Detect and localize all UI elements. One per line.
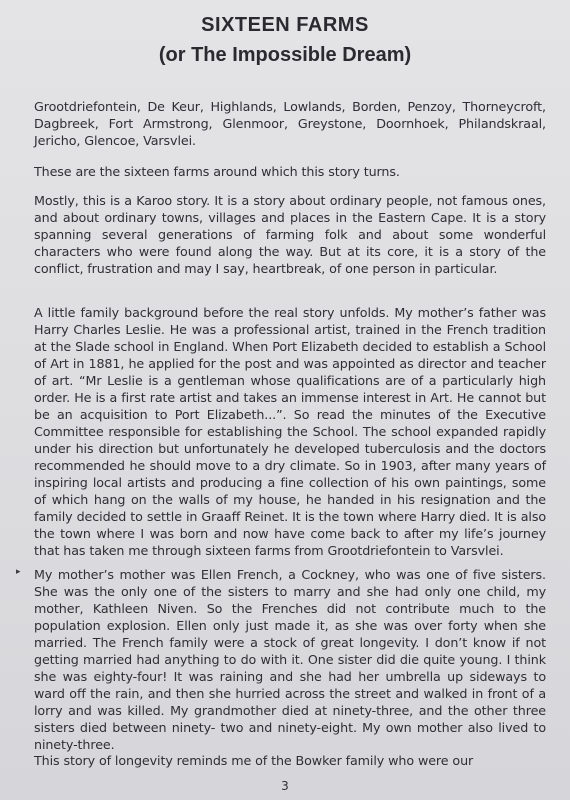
paragraph-karoo-story: Mostly, this is a Karoo story. It is a story about ordinary people, not famous ones, and about ordinary towns, villages and places in the Eastern Cape. It is a story spanning several generations of farming folk and about some wonderful characters who were found along the way. But at its core, it is a story of the conflict, frustration and may I say, heartbreak, of one person in particular. bbox=[34, 193, 546, 276]
page-number: 3 bbox=[281, 779, 289, 793]
margin-bullet-icon: ▸ bbox=[16, 567, 21, 577]
paragraph-ellen-french: My mother’s mother was Ellen French, a Cockney, who was one of five sisters. She was the only one of the sisters to marry and she had only one child, my mother, Kathleen Niven. So the Frenches did not contribute much to the population explosion. Ellen only just made it, as she was over forty when she married. The French family were a stock of great longevity. I don’t know if not getting married had anything to do with it. One sister did die quite young. I think she was eighty-four! It was raining and she had her umbrella up sideways to ward off the rain, and then she hurried across the street and walked in front of a lorry and was killed. My grandmother died at ninety-three, and the other three sisters died between ninety- two and ninety-eight. My own mother also lived to ninety-three. bbox=[34, 567, 546, 752]
page-title: SIXTEEN FARMS bbox=[201, 14, 369, 36]
paragraph-farm-list: Grootdriefontein, De Keur, Highlands, Lowlands, Borden, Penzoy, Thorneycroft, Dagbreek, Fort Armstrong, Glenmoor, Greystone, Doornhoek, Philandskraal, Jericho, Glencoe, Varsvlei. bbox=[34, 99, 546, 148]
paragraph-longevity: This story of longevity reminds me of the Bowker family who were our bbox=[34, 753, 474, 768]
page-subtitle: (or The Impossible Dream) bbox=[158, 44, 412, 66]
paragraph-family-background: A little family background before the real story unfolds. My mother’s father was Harry Charles Leslie. He was a professional artist, trained in the French tradition at the Slade school in England. When Port Elizabeth decided to establish a School of Art in 1881, he applied for the post and was appointed as director and teacher of art. “Mr Leslie is a gentleman whose qualifications are of a particularly high order. He is a first rate artist and takes an immense interest in Art. He cannot but be an acquisition to Port Elizabeth...”. So read the minutes of the Executive Committee responsible for establishing the School. The school expanded rapidly under his direction but unfortunately he developed tuberculosis and the doctors recommended he should move to a dry climate. So in 1903, after many years of inspiring local artists and producing a fine collection of his own paintings, some of which hang on the walls of my house, he handed in his resignation and the family decided to settle in Graaff Reinet. It is the town where Harry died. It is also the town where I was born and now have come back to after my life’s journey that has taken me through sixteen farms from Grootdriefontein to Varsvlei. bbox=[34, 305, 546, 558]
paragraph-sixteen-farms: These are the sixteen farms around which this story turns. bbox=[34, 164, 400, 179]
